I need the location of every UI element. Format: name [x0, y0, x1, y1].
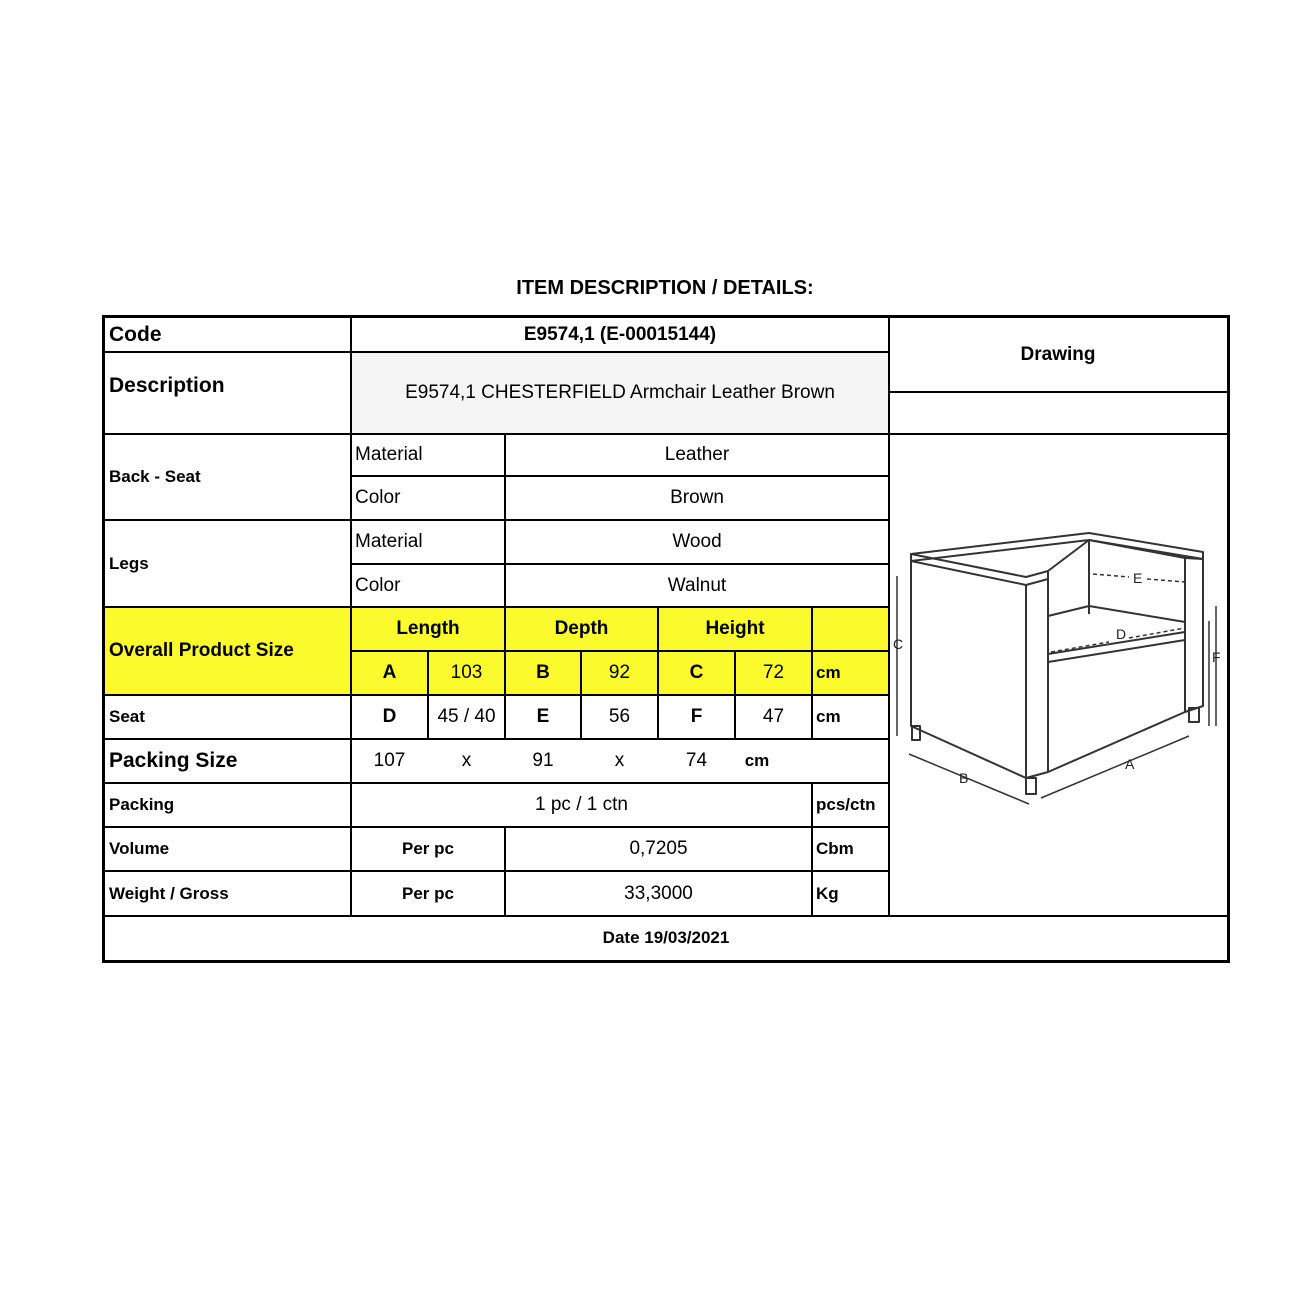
legs-color-label: Color: [355, 574, 401, 596]
seat-e-letter: E: [536, 706, 550, 727]
seat-d-letter: D: [382, 706, 397, 727]
description-label: Description: [109, 374, 225, 397]
weight-unit: Kg: [816, 883, 839, 903]
drawing-letter-f: F: [1212, 649, 1221, 665]
weight-label: Weight / Gross: [109, 883, 229, 903]
details-table: [102, 315, 1230, 963]
packing-size-height: 74: [685, 750, 708, 771]
packing-size-times-2: x: [614, 750, 625, 771]
volume-value: 0,7205: [629, 838, 688, 859]
drawing-letter-e: E: [1133, 570, 1143, 586]
back-seat-material-label: Material: [355, 444, 423, 465]
dimension-a-value: 103: [450, 662, 483, 683]
dimension-b-value: 92: [608, 662, 631, 683]
packing-label: Packing: [109, 795, 175, 814]
dimension-a-letter: A: [382, 662, 397, 683]
code-value: E9574,1 (E-00015144): [523, 324, 717, 345]
legs-material-value: Wood: [672, 531, 722, 552]
seat-label: Seat: [109, 707, 145, 726]
packing-size-width: 91: [532, 750, 554, 771]
code-label: Code: [109, 323, 162, 346]
seat-d-value: 45 / 40: [437, 706, 496, 727]
description-value: E9574,1 CHESTERFIELD Armchair Leather Brown: [405, 382, 835, 403]
weight-value: 33,3000: [624, 882, 693, 904]
packing-size-label: Packing Size: [109, 749, 238, 772]
drawing-letter-a: A: [1125, 756, 1135, 772]
overall-size-label: Overall Product Size: [109, 640, 294, 661]
packing-value: 1 pc / 1 ctn: [535, 794, 628, 815]
drawing-letter-d: D: [1116, 626, 1127, 642]
back-seat-color-value: Brown: [670, 487, 724, 508]
packing-unit: pcs/ctn: [816, 795, 876, 814]
volume-unit: Cbm: [816, 839, 854, 858]
seat-f-letter: F: [690, 706, 703, 727]
page-heading: ITEM DESCRIPTION / DETAILS:: [516, 277, 814, 299]
overall-unit: cm: [816, 663, 841, 682]
drawing-letter-b: B: [959, 770, 969, 786]
date-footer: Date 19/03/2021: [602, 928, 730, 947]
legs-color-value: Walnut: [667, 574, 727, 596]
seat-e-value: 56: [608, 706, 631, 727]
dimension-c-value: 72: [762, 662, 785, 683]
back-seat-color-label: Color: [355, 487, 401, 508]
seat-unit: cm: [816, 707, 841, 726]
volume-label: Volume: [109, 839, 170, 858]
dimension-b-letter: B: [536, 662, 550, 683]
weight-per: Per pc: [402, 883, 454, 903]
depth-header: Depth: [554, 618, 609, 639]
length-header: Length: [396, 618, 460, 639]
legs-label: Legs: [109, 553, 149, 573]
height-header: Height: [705, 618, 765, 639]
packing-size-times-1: x: [461, 750, 472, 771]
dimension-c-letter: C: [689, 662, 704, 683]
legs-material-label: Material: [355, 531, 423, 552]
packing-size-unit: cm: [744, 751, 770, 770]
back-seat-material-value: Leather: [664, 444, 730, 465]
packing-size-length: 107: [373, 750, 406, 771]
drawing-letter-c: C: [893, 636, 904, 652]
back-seat-label: Back - Seat: [109, 467, 201, 486]
armchair-drawing: [889, 436, 1227, 916]
volume-per: Per pc: [402, 839, 454, 858]
seat-f-value: 47: [762, 706, 785, 727]
drawing-label: Drawing: [1020, 344, 1096, 365]
